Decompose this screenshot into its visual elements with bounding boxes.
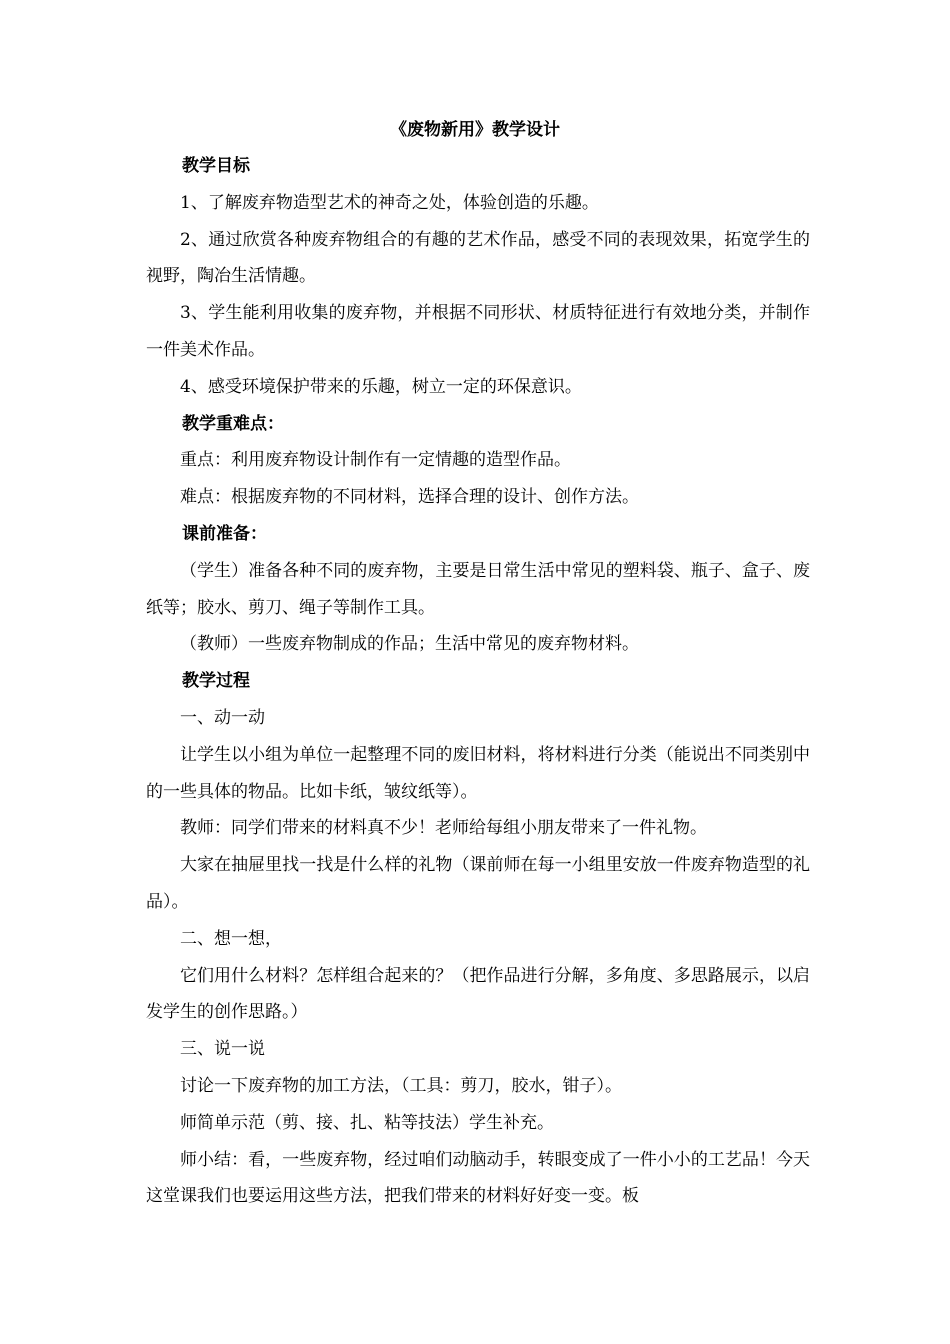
objectives-heading: 教学目标 — [182, 156, 250, 176]
objective-item: 2、通过欣赏各种废弃物组合的有趣的艺术作品，感受不同的表现效果，拓宽学生的视野，陶冶生活情趣。 — [146, 229, 810, 287]
step-paragraph: 讨论一下废弃物的加工方法，（工具：剪刀，胶水，钳子）。 — [180, 1075, 622, 1096]
keypoints-heading: 教学重难点： — [182, 413, 284, 434]
process-heading: 教学过程 — [182, 671, 250, 692]
step-title: 二、想一想， — [180, 928, 282, 949]
step-paragraph: 师小结：看，一些废弃物，经过咱们动脑动手，转眼变成了一件小小的工艺品！今天这堂课我们也要运用这些方法，把我们带来的材料好好变一变。板 — [146, 1149, 810, 1207]
step-title: 一、动一动 — [180, 707, 265, 728]
prep-heading: 课前准备： — [182, 523, 267, 544]
step-paragraph: 它们用什么材料？怎样组合起来的？（把作品进行分解，多角度、多思路展示，以启发学生的创作思路。） — [146, 965, 810, 1023]
prep-student-text: （学生）准备各种不同的废弃物，主要是日常生活中常见的塑料袋、瓶子、盒子、废纸等；胶水、剪刀、绳子等制作工具。 — [146, 560, 810, 618]
objective-item: 4、感受环境保护带来的乐趣，树立一定的环保意识。 — [180, 376, 582, 397]
step-paragraph: 师简单示范（剪、接、扎、粘等技法）学生补充。 — [180, 1112, 554, 1133]
prep-teacher-text: （教师）一些废弃物制成的作品；生活中常见的废弃物材料。 — [180, 634, 639, 655]
step-paragraph: 让学生以小组为单位一起整理不同的废旧材料，将材料进行分类（能说出不同类别中的一些具体的物品。比如卡纸，皱纹纸等）。 — [146, 744, 810, 802]
step-title: 三、说一说 — [180, 1039, 265, 1060]
keypoint-text: 重点：利用废弃物设计制作有一定情趣的造型作品。 — [180, 450, 571, 471]
document-title: 《废物新用》教学设计 — [390, 120, 560, 140]
difficulty-text: 难点：根据废弃物的不同材料，选择合理的设计、创作方法。 — [180, 487, 639, 508]
step-paragraph: 大家在抽屉里找一找是什么样的礼物（课前师在每一小组里安放一件废弃物造型的礼品）。 — [146, 855, 810, 912]
objective-item: 3、学生能利用收集的废弃物，并根据不同形状、材质特征进行有效地分类，并制作一件美术作品。 — [146, 303, 810, 360]
objective-item: 1、了解废弃物造型艺术的神奇之处，体验创造的乐趣。 — [180, 192, 599, 213]
document-body — [146, 148, 810, 1215]
step-paragraph: 教师：同学们带来的材料真不少！老师给每组小朋友带来了一件礼物。 — [180, 818, 707, 839]
